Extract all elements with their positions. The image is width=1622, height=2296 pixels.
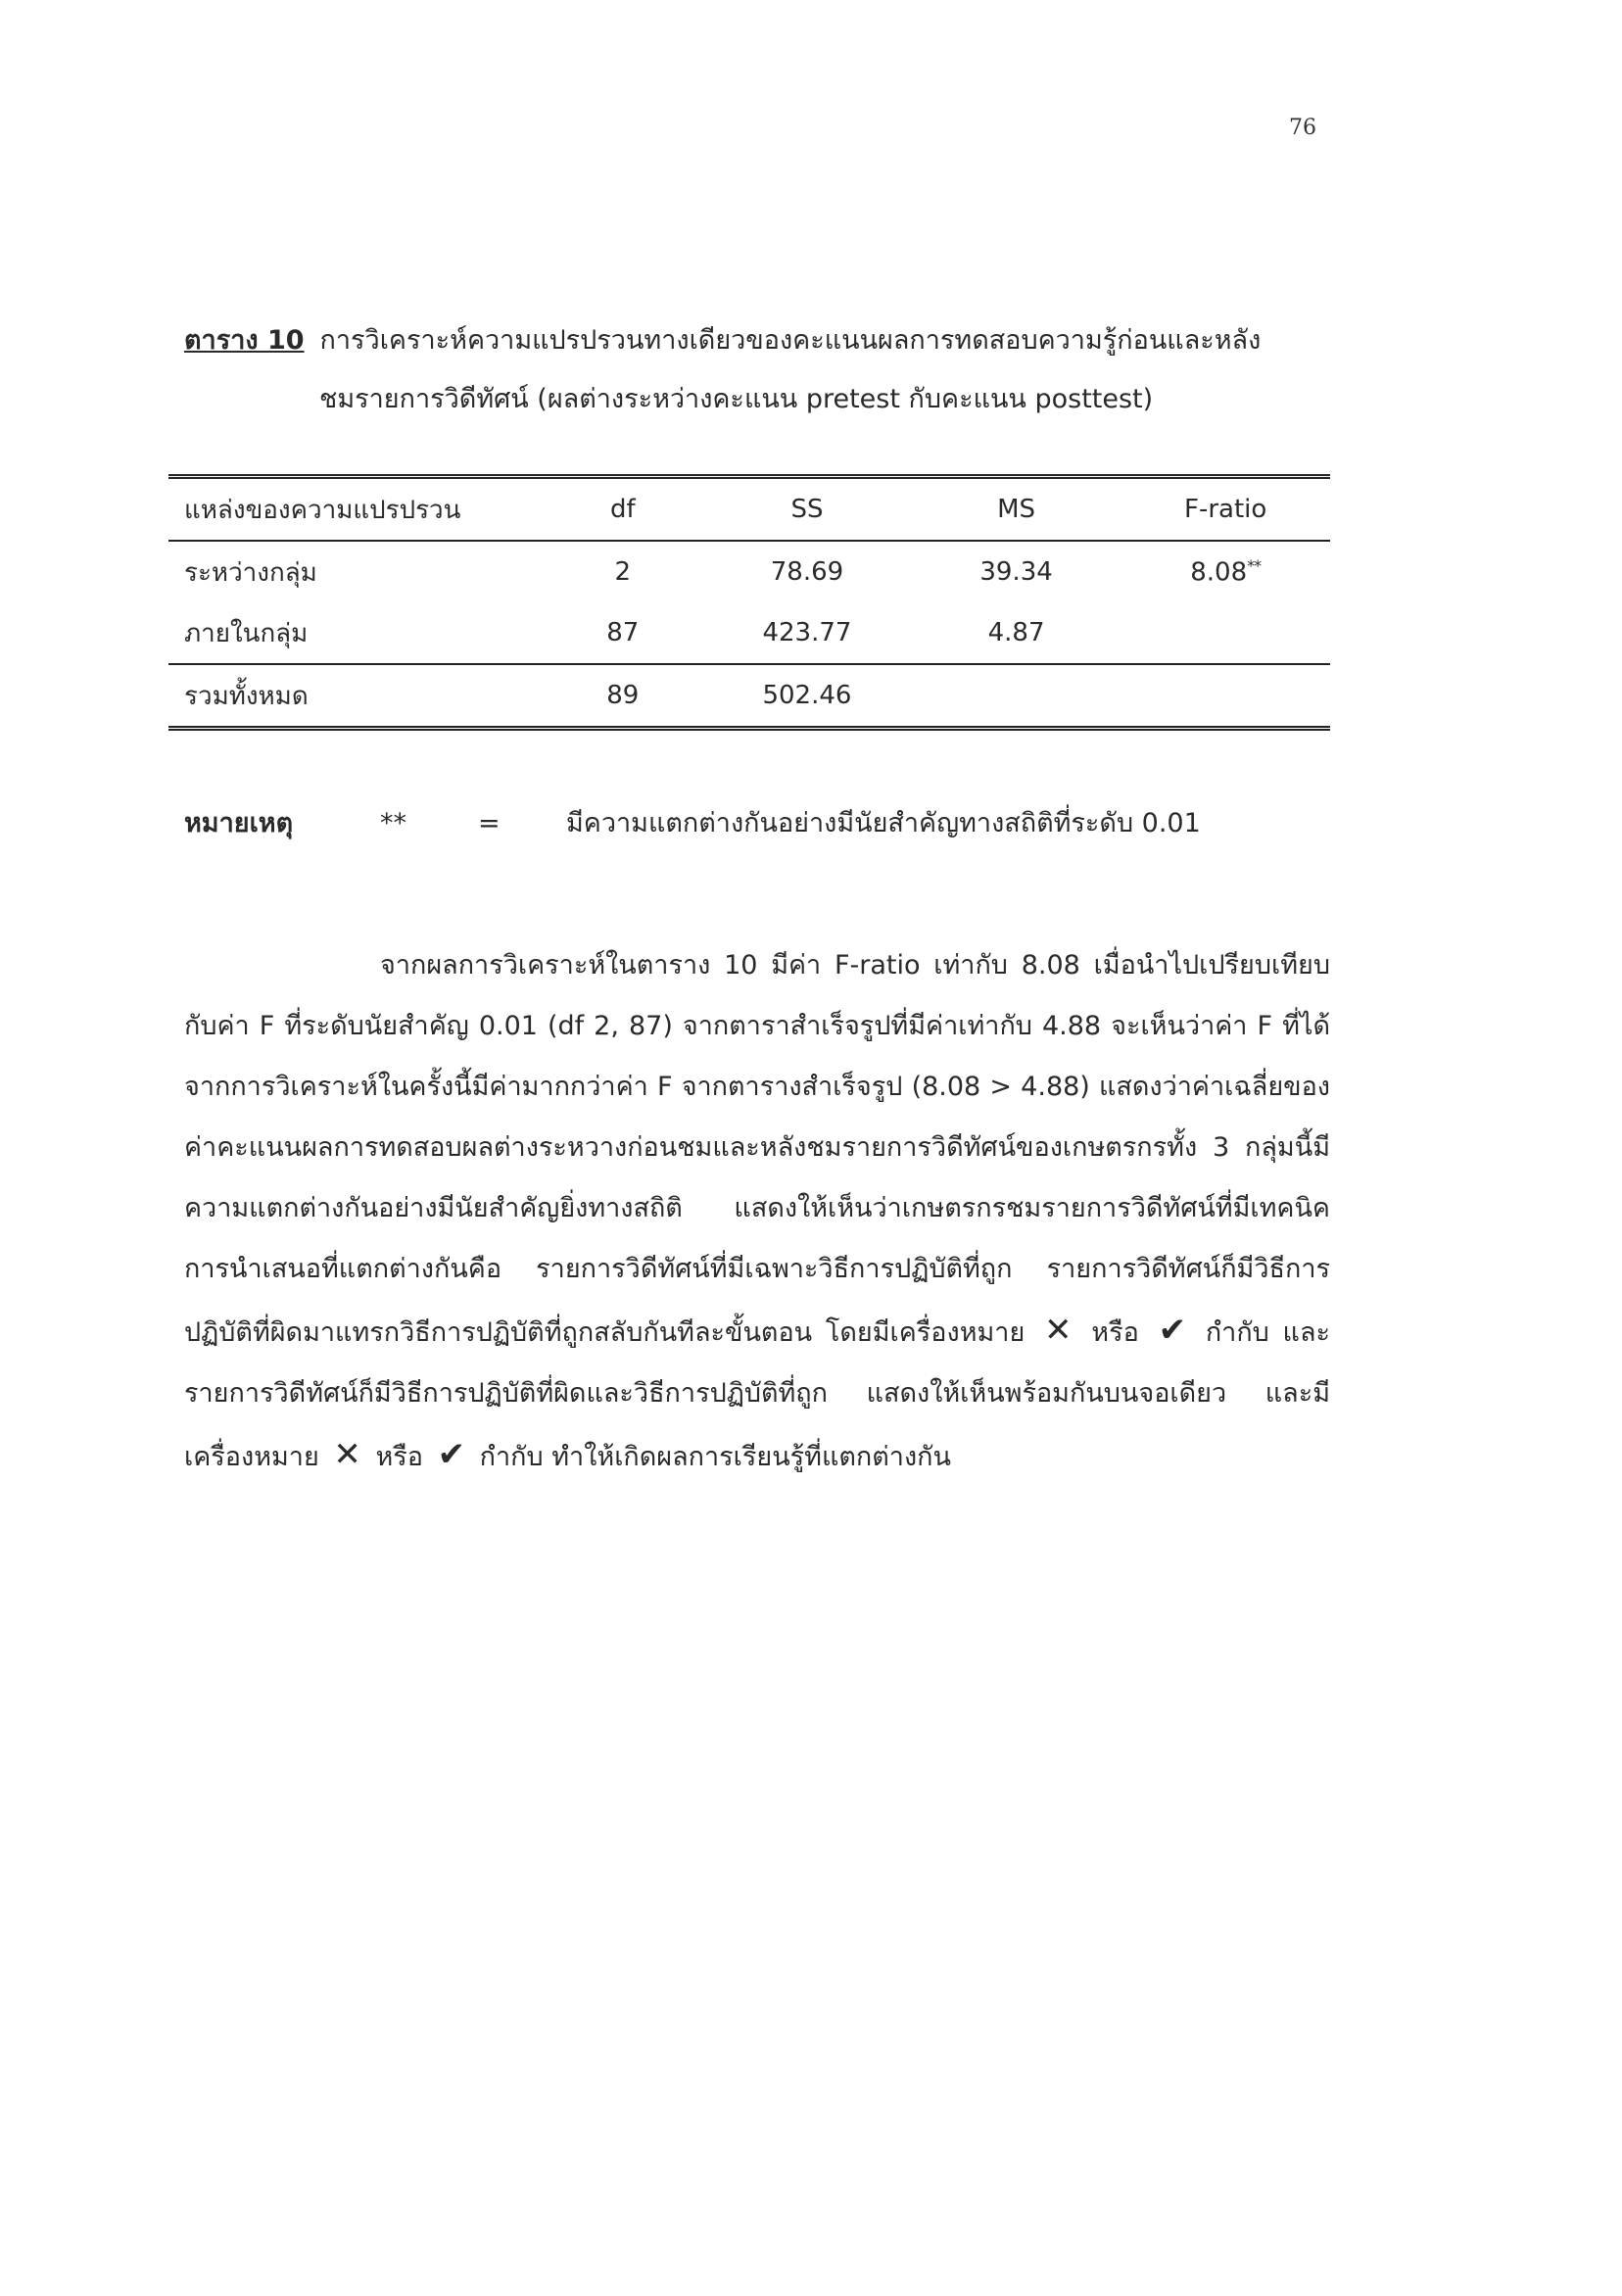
- body-paragraph: [184, 935, 1330, 1488]
- total-source: รวมทั้งหมด: [168, 664, 543, 729]
- header-df: df: [543, 477, 702, 542]
- row-df: 2: [614, 557, 632, 587]
- row-ss: 423.77: [762, 618, 852, 647]
- total-ss: 502.46: [702, 664, 912, 729]
- row-df: 87: [606, 618, 640, 647]
- table-row: [168, 602, 1330, 664]
- table-header-row: [168, 477, 1330, 542]
- note-equals: =: [478, 808, 501, 838]
- note-symbol: **: [380, 808, 406, 838]
- row-ms: 39.34: [979, 557, 1053, 587]
- cross-mark-icon: ✕: [333, 1435, 361, 1474]
- header-ss: SS: [702, 477, 912, 542]
- caption-line2: ชมรายการวิดีทัศน์ (ผลต่างระหว่างคะแนน pretest กับคะแนน posttest): [319, 384, 1154, 414]
- note-text: มีความแตกต่างกันอย่างมีนัยสำคัญทางสถิติที่ระดับ 0.01: [566, 808, 1201, 838]
- check-mark-icon: ✔: [437, 1435, 466, 1474]
- paragraph-part1: จากผลการวิเคราะห์ในตาราง 10 มีค่า F-ratio เท่ากับ 8.08 เมื่อนำไปเปรียบเทียบกับค่า F ที่ระดับนัยสำคัญ 0.01 (df 2, 87) จากตาราสำเร็จรูปที่มีค่าเท่ากับ 4.88 จะเห็นว่าค่า F ที่ได้จากการวิเคราะห์ในครั้งนี้มีค่ามากกว่าค่า F จากตารางสำเร็จรูป (8.08 > 4.88) แสดงว่าค่าเฉลี่ยของค่าคะแนนผลการทดสอบผลต่างระหวางก่อนชมและหลังชมรายการวิดีทัศน์ของเกษตรกรทั้ง 3 กลุ่มนี้มีความแตกต่างกันอย่างมีนัยสำคัญยิ่งทางสถิติ แสดงให้เห็นว่าเกษตรกรชมรายการวิดีทัศน์ที่มีเทคนิคการนำเสนอที่แตกต่างกันคือ รายการวิดีทัศน์ที่มีเฉพาะวิธีการปฏิบัติที่ถูก รายการวิดีทัศน์ก็มีวิธีการปฏิบัติที่ผิดมาแทรกวิธีการปฏิบัติที่ถูกสลับกันทีละขั้นตอน โดยมีเครื่องหมาย: [184, 950, 1330, 1348]
- row-f-ratio: [1121, 602, 1330, 664]
- header-source: แหล่งของความแปรปรวน: [168, 477, 543, 542]
- paragraph-part3: กำกับ ทำให้เกิดผลการเรียนรู้ที่แตกต่างกัน: [479, 1442, 951, 1472]
- page-number: 76: [1289, 116, 1316, 140]
- significance-mark: **: [1247, 556, 1262, 576]
- row-source: ภายในกลุ่ม: [184, 618, 309, 648]
- paragraph-or2: หรือ: [375, 1442, 423, 1472]
- caption-line1: การวิเคราะห์ความแปรปรวนทางเดียวของคะแนนผลการทดสอบความรู้ก่อนและหลัง: [319, 325, 1262, 356]
- row-ms: 4.87: [987, 618, 1045, 647]
- caption-label: ตาราง 10: [184, 325, 305, 356]
- f-ratio-value: 8.08: [1190, 557, 1248, 588]
- total-ms: [912, 664, 1121, 729]
- check-mark-icon: ✔: [1158, 1311, 1187, 1350]
- anova-table: [168, 474, 1330, 731]
- table-note: [184, 801, 1311, 843]
- total-f-ratio: [1121, 664, 1330, 729]
- paragraph-or1: หรือ: [1091, 1317, 1139, 1348]
- paragraph-part2: กำกับ และรายการวิดีทัศน์ก็มีวิธีการปฏิบัติที่ผิดและวิธีการปฏิบัติที่ถูก แสดงให้เห็นพร้อมกันบนจอเดียว และมีเครื่องหมาย: [184, 1317, 1330, 1472]
- row-f-ratio: [1121, 541, 1330, 602]
- table-row: [168, 541, 1330, 602]
- table-caption: [184, 311, 1340, 429]
- total-df: 89: [543, 664, 702, 729]
- header-f-ratio: F-ratio: [1121, 477, 1330, 542]
- cross-mark-icon: ✕: [1044, 1311, 1073, 1350]
- header-ms: MS: [912, 477, 1121, 542]
- row-ss: 78.69: [770, 557, 844, 587]
- row-source: ระหว่างกลุ่ม: [184, 557, 317, 588]
- table-total-row: [168, 664, 1330, 729]
- note-label: หมายเหตุ: [184, 808, 294, 838]
